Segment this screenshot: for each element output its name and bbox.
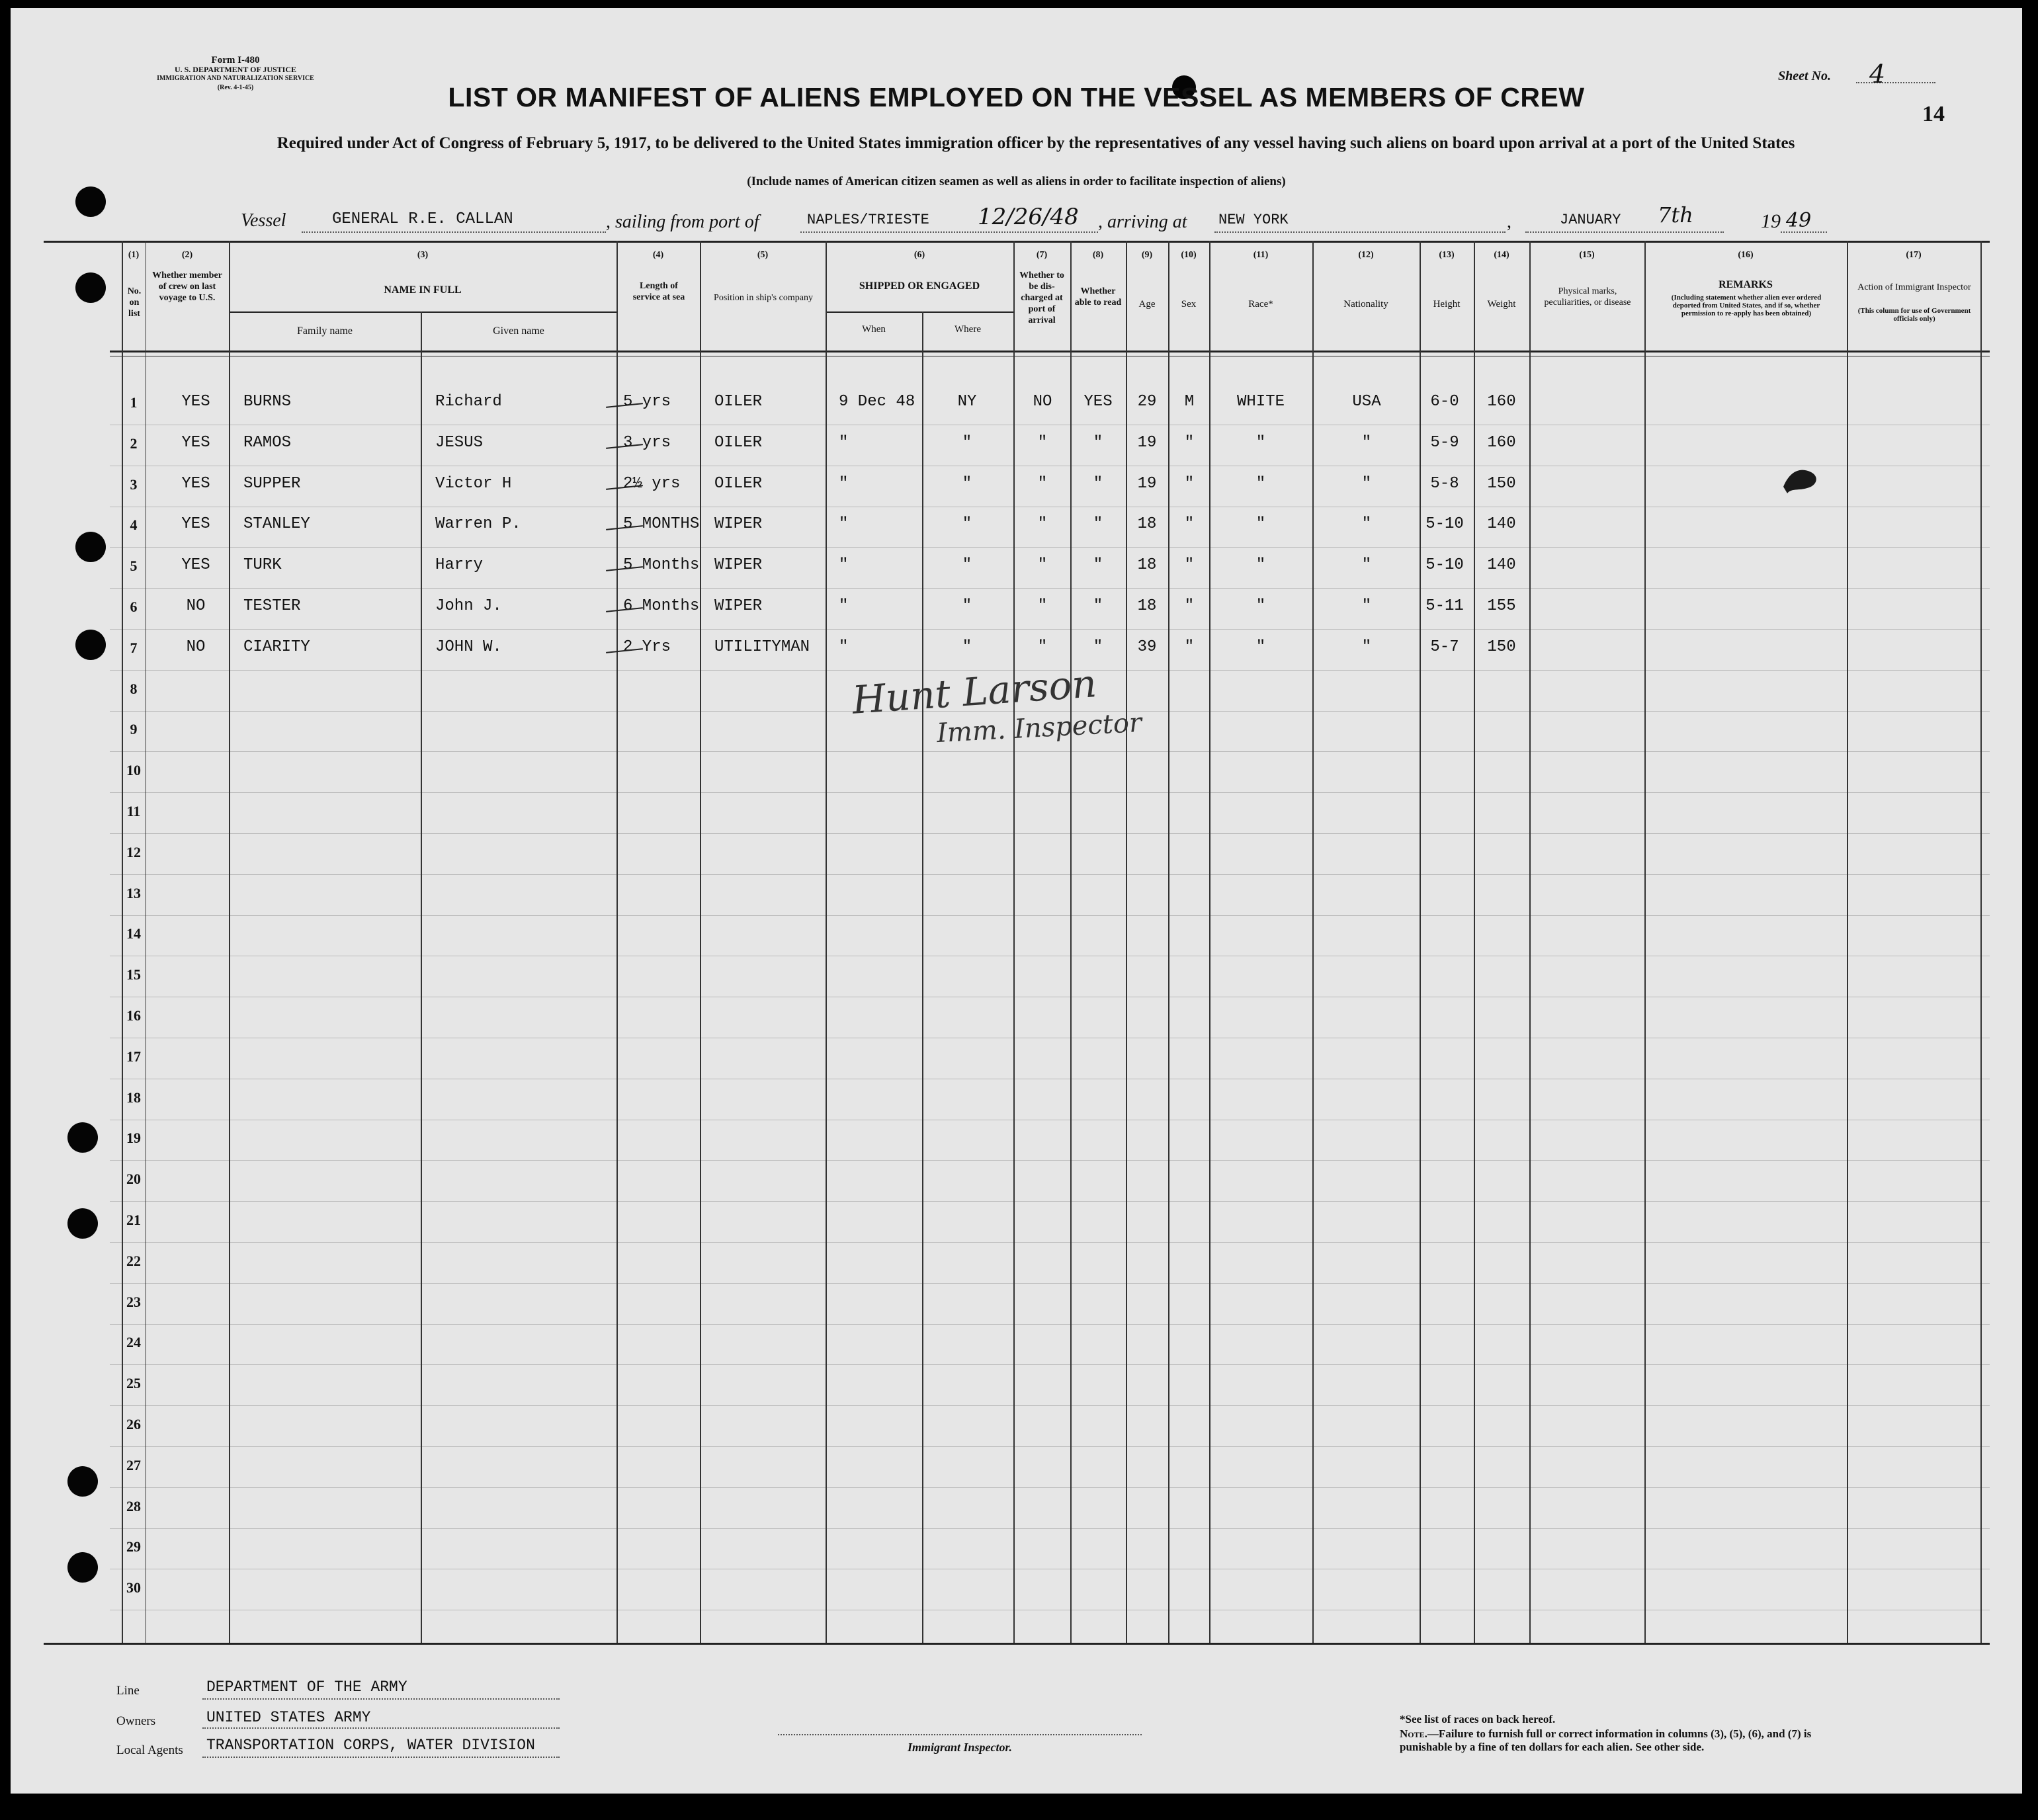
sheet-number: 4 — [1869, 60, 1886, 89]
cell-race: " — [1255, 638, 1266, 656]
cell-weight: 160 — [1487, 393, 1516, 411]
col-number: (15) — [1579, 250, 1595, 260]
footer-line-fill — [202, 1698, 560, 1700]
row-number: 15 — [126, 966, 141, 983]
arriving-fill — [1214, 231, 1506, 233]
cell-shipped-when: " — [839, 433, 849, 452]
cell-weight: 155 — [1487, 597, 1516, 615]
row-ruling — [110, 1324, 1990, 1325]
ink-mark — [1778, 464, 1824, 497]
cell-shipped-where: " — [962, 474, 972, 493]
row-number: 27 — [126, 1456, 141, 1473]
cell-position: OILER — [714, 433, 763, 452]
cell-weight: 140 — [1487, 556, 1516, 575]
col-number: (10) — [1181, 250, 1197, 260]
cell-position: WIPER — [714, 556, 763, 575]
manifest-sheet — [11, 8, 2022, 1794]
row-number: 17 — [126, 1048, 141, 1065]
col-line — [421, 311, 422, 1643]
cell-able-to-read: " — [1093, 638, 1103, 656]
col-number: (8) — [1092, 250, 1104, 260]
row-ruling — [110, 1242, 1990, 1243]
cell-discharged: " — [1037, 433, 1048, 452]
form-title: LIST OR MANIFEST OF ALIENS EMPLOYED ON THE VESSEL AS MEMBERS OF CREW — [448, 82, 1585, 112]
cell-member-last-voyage: YES — [181, 433, 210, 452]
cell-height: 5-11 — [1425, 597, 1464, 615]
cell-height: 5-10 — [1425, 556, 1464, 575]
cell-shipped-where: " — [962, 433, 972, 452]
cell-member-last-voyage: YES — [181, 474, 210, 493]
cell-discharged: " — [1037, 474, 1048, 493]
form-subtitle: Required under Act of Congress of February 5, 1917, to be delivered to the United States immigration officer by the representatives of any vessel having such aliens on board upon arrival at a port of the United States — [276, 134, 1795, 152]
row-number: 7 — [130, 639, 138, 656]
cell-age: 18 — [1137, 597, 1157, 615]
cell-position: UTILITYMAN — [714, 638, 810, 656]
table-bottom-border — [44, 1643, 1990, 1645]
page-number: 14 — [1922, 102, 1945, 126]
cell-nationality: " — [1361, 433, 1372, 452]
header-when: When — [862, 324, 886, 335]
cell-nationality: USA — [1352, 393, 1381, 411]
header-race: Race* — [1248, 299, 1273, 310]
header-position: Position in ship's company — [714, 293, 813, 303]
cell-family-name: TURK — [243, 556, 282, 575]
vessel-name: GENERAL R.E. CALLAN — [332, 210, 513, 228]
row-number: 26 — [126, 1416, 141, 1432]
header-no-on-list: No. on list — [127, 286, 142, 319]
cell-height: 5-10 — [1425, 515, 1464, 534]
cell-sex: " — [1184, 597, 1195, 615]
date-comma: , — [1507, 212, 1511, 232]
cell-able-to-read: " — [1093, 433, 1103, 452]
fine-note-label: Note. — [1400, 1727, 1427, 1740]
row-number: 28 — [126, 1497, 141, 1514]
row-ruling — [110, 792, 1990, 793]
arrival-year-suffix: 49 — [1786, 209, 1812, 232]
cell-length-of-service: 6 Months — [623, 597, 700, 615]
cell-sex: M — [1184, 393, 1195, 411]
cell-age: 18 — [1137, 515, 1157, 534]
cell-age: 19 — [1137, 433, 1157, 452]
row-number: 29 — [126, 1538, 141, 1555]
row-ruling — [110, 711, 1990, 712]
cell-shipped-when: " — [839, 515, 849, 534]
cell-length-of-service: 2 Yrs — [623, 638, 671, 656]
sailing-label: , sailing from port of — [606, 212, 759, 232]
cell-length-of-service: 5 MONTHS — [623, 515, 700, 534]
cell-discharged: NO — [1033, 393, 1052, 411]
row-ruling — [110, 833, 1990, 834]
header-sex: Sex — [1181, 299, 1197, 310]
col-number: (17) — [1906, 250, 1922, 260]
punch-hole — [75, 272, 106, 303]
row-number: 20 — [126, 1171, 141, 1188]
col-number: (2) — [181, 250, 193, 260]
row-number: 19 — [126, 1130, 141, 1147]
row-ruling — [110, 751, 1990, 752]
cell-height: 5-9 — [1430, 433, 1459, 452]
col-number: (3) — [417, 250, 429, 260]
arrival-month: JANUARY — [1560, 212, 1621, 228]
header-able-to-read: Whether able to read — [1074, 286, 1122, 308]
cell-given-name: JESUS — [435, 433, 484, 452]
inspector-sign-line — [778, 1734, 1142, 1735]
cell-race: " — [1255, 433, 1266, 452]
cell-given-name: Harry — [435, 556, 484, 575]
cell-discharged: " — [1037, 556, 1048, 575]
col-line — [826, 241, 827, 1643]
cell-position: WIPER — [714, 597, 763, 615]
header-name-in-full: NAME IN FULL — [384, 284, 462, 296]
cell-nationality: " — [1361, 515, 1372, 534]
cell-race: " — [1255, 597, 1266, 615]
sheet-number-label: Sheet No. — [1778, 69, 1831, 83]
col-line — [1312, 241, 1314, 1643]
cell-member-last-voyage: YES — [181, 556, 210, 575]
row-number: 22 — [126, 1252, 141, 1269]
form-note: (Include names of American citizen seamen as well as aliens in order to facilitate inspection of aliens) — [747, 175, 1286, 188]
header-nationality: Nationality — [1343, 299, 1388, 310]
footer-owners-value: UNITED STATES ARMY — [206, 1709, 371, 1726]
row-number: 18 — [126, 1089, 141, 1106]
cell-shipped-when: 9 Dec 48 — [839, 393, 915, 411]
cell-shipped-when: " — [839, 556, 849, 575]
cell-age: 29 — [1137, 393, 1157, 411]
cell-member-last-voyage: NO — [186, 597, 206, 615]
header-age: Age — [1138, 299, 1156, 310]
cell-able-to-read: " — [1093, 597, 1103, 615]
cell-sex: " — [1184, 556, 1195, 575]
cell-length-of-service: 5 yrs — [623, 393, 671, 411]
punch-hole — [67, 1208, 98, 1239]
cell-weight: 140 — [1487, 515, 1516, 534]
cell-race: " — [1255, 474, 1266, 493]
header-discharged: Whether to be dis-charged at port of arrival — [1019, 270, 1064, 325]
col-number: (1) — [128, 250, 140, 260]
row-number: 11 — [126, 803, 141, 819]
row-number: 16 — [126, 1007, 141, 1024]
cell-family-name: TESTER — [243, 597, 301, 615]
row-number: 6 — [130, 599, 138, 615]
row-number: 10 — [126, 762, 141, 779]
col-number: (5) — [757, 250, 769, 260]
row-number: 2 — [130, 434, 138, 452]
row-number: 14 — [126, 925, 141, 942]
cell-sex: " — [1184, 474, 1195, 493]
cell-able-to-read: " — [1093, 515, 1103, 534]
row-number: 8 — [130, 680, 138, 697]
header-physical-marks: Physical marks, peculiarities, or disease — [1544, 286, 1631, 308]
punch-hole — [67, 1122, 98, 1153]
footer-owners-fill — [202, 1727, 560, 1729]
col-line — [1980, 241, 1982, 1643]
cell-family-name: RAMOS — [243, 433, 292, 452]
inspector-signature: Hunt Larson — [851, 661, 1098, 723]
cell-member-last-voyage: NO — [186, 638, 206, 656]
cell-age: 18 — [1137, 556, 1157, 575]
cell-shipped-when: " — [839, 597, 849, 615]
fine-note-text: —Failure to furnish full or correct information in columns (3), (5), (6), and (7) is punishable by a fine of ten dollars for each alien. See other side. — [1400, 1727, 1812, 1753]
arriving-port: NEW YORK — [1218, 212, 1289, 228]
header-given-name: Given name — [493, 325, 544, 337]
row-ruling — [110, 1446, 1990, 1447]
row-number: 13 — [126, 884, 141, 901]
footer-agents-fill — [202, 1757, 560, 1758]
cell-family-name: CIARITY — [243, 638, 310, 656]
row-ruling — [110, 1405, 1990, 1406]
header-inspector-action: Action of Immigrant Inspector — [1857, 282, 1971, 292]
col-number: (6) — [913, 250, 925, 260]
row-number: 30 — [126, 1579, 141, 1596]
header-inspector-detail: (This column for use of Government officials only) — [1857, 307, 1971, 323]
col-line — [700, 241, 701, 1643]
cell-length-of-service: 5 Months — [623, 556, 700, 575]
header-remarks: REMARKS — [1719, 279, 1773, 290]
cell-nationality: " — [1361, 597, 1372, 615]
form-service: IMMIGRATION AND NATURALIZATION SERVICE — [157, 75, 314, 82]
cell-nationality: " — [1361, 474, 1372, 493]
row-number: 3 — [130, 476, 138, 493]
arrival-day: 7th — [1658, 202, 1693, 227]
cell-weight: 150 — [1487, 638, 1516, 656]
cell-sex: " — [1184, 433, 1195, 452]
col-number: (9) — [1141, 250, 1153, 260]
form-number: Form I-480 — [211, 55, 260, 65]
header-bottom-border — [110, 351, 1990, 352]
col-number: (4) — [652, 250, 664, 260]
cell-family-name: BURNS — [243, 393, 292, 411]
cell-length-of-service: 2½ yrs — [623, 474, 681, 493]
cell-shipped-where: " — [962, 515, 972, 534]
row-number: 25 — [126, 1375, 141, 1392]
cell-age: 19 — [1137, 474, 1157, 493]
vessel-label: Vessel — [241, 210, 286, 231]
punch-hole — [75, 630, 106, 660]
header-shipped-engaged: SHIPPED OR ENGAGED — [859, 280, 980, 292]
cell-given-name: Warren P. — [435, 515, 521, 534]
cell-sex: " — [1184, 638, 1195, 656]
col-number: (14) — [1494, 250, 1509, 260]
punch-hole — [67, 1466, 98, 1497]
cell-shipped-where: NY — [957, 393, 977, 411]
date-fill — [1525, 231, 1724, 233]
row-ruling — [110, 915, 1990, 916]
col-number: (11) — [1253, 250, 1269, 260]
header-family-name: Family name — [297, 325, 353, 337]
cell-able-to-read: " — [1093, 556, 1103, 575]
cell-given-name: Richard — [435, 393, 502, 411]
cell-weight: 150 — [1487, 474, 1516, 493]
row-number: 9 — [130, 721, 138, 738]
row-ruling — [110, 1160, 1990, 1161]
col-number: (13) — [1439, 250, 1455, 260]
cell-discharged: " — [1037, 515, 1048, 534]
inspector-sign-label: Immigrant Inspector. — [907, 1741, 1013, 1754]
footer-owners-label: Owners — [116, 1714, 156, 1728]
cell-given-name: Victor H — [435, 474, 512, 493]
header-member-last-voyage: Whether member of crew on last voyage to U.S. — [152, 270, 222, 303]
cell-able-to-read: " — [1093, 474, 1103, 493]
col-number: (12) — [1358, 250, 1374, 260]
header-weight: Weight — [1487, 299, 1516, 310]
cell-member-last-voyage: YES — [181, 515, 210, 534]
form-revision: (Rev. 4-1-45) — [217, 84, 254, 91]
sailing-port: NAPLES/TRIESTE — [807, 212, 929, 228]
header-height: Height — [1433, 299, 1461, 310]
row-number: 5 — [130, 558, 138, 575]
row-number: 23 — [126, 1293, 141, 1310]
punch-hole — [75, 532, 106, 562]
cell-given-name: John J. — [435, 597, 502, 615]
cell-shipped-when: " — [839, 638, 849, 656]
row-ruling — [110, 1283, 1990, 1284]
col-number: (7) — [1036, 250, 1048, 260]
punch-hole — [67, 1552, 98, 1583]
row-ruling — [110, 1487, 1990, 1488]
cell-weight: 160 — [1487, 433, 1516, 452]
col-line — [616, 241, 618, 1643]
punch-hole — [75, 186, 106, 217]
port-fill — [800, 231, 1098, 233]
header-where: Where — [955, 324, 981, 335]
row-ruling — [110, 1201, 1990, 1202]
cell-height: 5-7 — [1430, 638, 1459, 656]
cell-discharged: " — [1037, 638, 1048, 656]
arriving-label: , arriving at — [1098, 212, 1187, 232]
row-ruling — [110, 1364, 1990, 1365]
fine-note — [1400, 1727, 1823, 1754]
footer-line-label: Line — [116, 1684, 140, 1698]
row-ruling — [110, 588, 1990, 589]
col-number: (16) — [1738, 250, 1754, 260]
footer-agents-label: Local Agents — [116, 1743, 183, 1757]
cell-position: OILER — [714, 393, 763, 411]
arrival-year-prefix: 19 — [1761, 210, 1781, 232]
row-ruling — [110, 874, 1990, 875]
cell-nationality: " — [1361, 556, 1372, 575]
cell-age: 39 — [1137, 638, 1157, 656]
cell-position: WIPER — [714, 515, 763, 534]
cell-shipped-where: " — [962, 597, 972, 615]
footer-agents-value: TRANSPORTATION CORPS, WATER DIVISION — [206, 1737, 535, 1754]
sailing-date: 12/26/48 — [978, 204, 1079, 230]
cell-member-last-voyage: YES — [181, 393, 210, 411]
cell-discharged: " — [1037, 597, 1048, 615]
col-line — [1644, 241, 1646, 1643]
form-department: U. S. DEPARTMENT OF JUSTICE — [174, 65, 297, 74]
cell-height: 5-8 — [1430, 474, 1459, 493]
header-length-of-service: Length of service at sea — [632, 281, 685, 302]
row-ruling — [110, 629, 1990, 630]
races-note: *See list of races on back hereof. — [1400, 1713, 1556, 1725]
cell-shipped-where: " — [962, 638, 972, 656]
row-ruling — [110, 547, 1990, 548]
row-number: 12 — [126, 843, 141, 860]
cell-height: 6-0 — [1430, 393, 1459, 411]
vessel-fill — [302, 231, 606, 233]
inspector-signature-title: Imm. Inspector — [936, 707, 1143, 749]
cell-race: " — [1255, 515, 1266, 534]
row-number: 4 — [130, 517, 138, 534]
cell-race: WHITE — [1236, 393, 1285, 411]
subheader-divider-shipped — [826, 311, 1013, 313]
table-top-border — [44, 241, 1990, 243]
row-number: 1 — [130, 394, 138, 411]
cell-shipped-when: " — [839, 474, 849, 493]
cell-sex: " — [1184, 515, 1195, 534]
cell-nationality: " — [1361, 638, 1372, 656]
col-line — [1847, 241, 1848, 1643]
row-number: 21 — [126, 1212, 141, 1228]
header-remarks-detail: (Including statement whether alien ever ordered deported from United States, and if so, whether permission to re-apply has been obtained) — [1671, 294, 1822, 317]
cell-race: " — [1255, 556, 1266, 575]
footer-line-value: DEPARTMENT OF THE ARMY — [206, 1678, 407, 1696]
cell-position: OILER — [714, 474, 763, 493]
cell-length-of-service: 3 yrs — [623, 433, 671, 452]
row-number: 24 — [126, 1334, 141, 1351]
cell-given-name: JOHN W. — [435, 638, 502, 656]
cell-family-name: STANLEY — [243, 515, 310, 534]
cell-able-to-read: YES — [1083, 393, 1113, 411]
cell-shipped-where: " — [962, 556, 972, 575]
col-line — [922, 311, 923, 1643]
row-ruling — [110, 1528, 1990, 1529]
cell-family-name: SUPPER — [243, 474, 301, 493]
subheader-divider-name — [229, 311, 616, 313]
